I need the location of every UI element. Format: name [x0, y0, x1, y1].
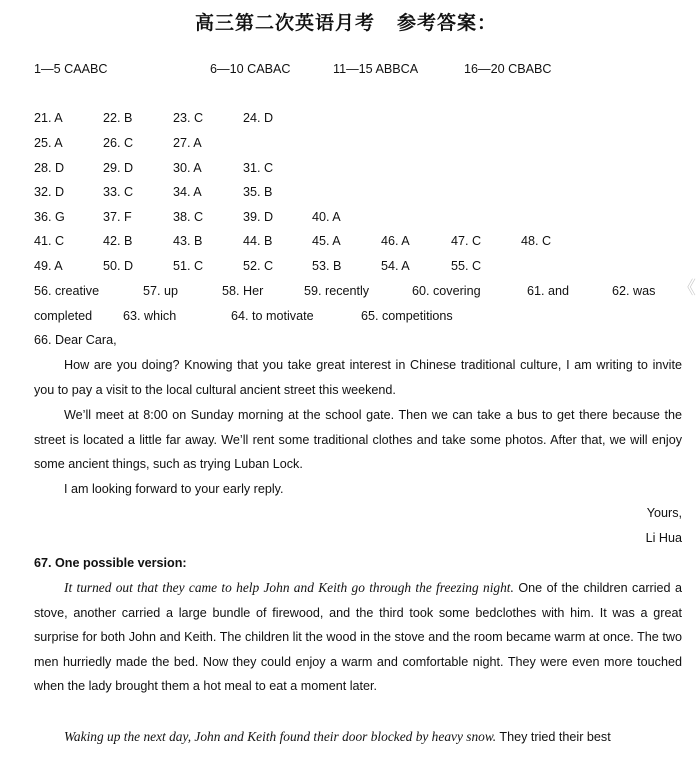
answer-item: 61. and [527, 284, 570, 298]
answer-range: 1—5 CAABC [34, 62, 108, 76]
answer-range: 11—15 ABBCA [333, 62, 419, 76]
answer-item: 55. C [451, 259, 482, 273]
title-main: 高三第二次英语月考 [194, 12, 375, 34]
answer-item: 53. B [312, 259, 342, 273]
answer-item: 63. which [123, 309, 177, 323]
answer-item: 22. B [103, 111, 133, 125]
given-sentence: Waking up the next day, John and Keith found their door blocked by heavy snow. [64, 729, 497, 744]
letter-signature: Li Hua [645, 531, 682, 545]
answer-item: 47. C [451, 234, 482, 248]
answer-item: 46. A [381, 234, 410, 248]
answer-item: 34. A [173, 185, 202, 199]
answer-item: 27. A [173, 136, 202, 150]
answer-item: 29. D [103, 161, 134, 175]
version-label: One possible version: [55, 556, 187, 570]
answer-item: 54. A [381, 259, 410, 273]
question-number: 67. [34, 556, 52, 570]
answer-item: 58. Her [222, 284, 264, 298]
answer-item: 50. D [103, 259, 134, 273]
answer-range: 16—20 CBABC [464, 62, 552, 76]
answer-item: 49. A [34, 259, 63, 273]
answer-item: 25. A [34, 136, 63, 150]
answer-item: 30. A [173, 161, 202, 175]
answer-item: 31. C [243, 161, 274, 175]
answer-range: 6—10 CABAC [210, 62, 291, 76]
answer-item: 35. B [243, 185, 273, 199]
answer-item: 26. C [103, 136, 134, 150]
answer-item: 36. G [34, 210, 65, 224]
answer-item: 28. D [34, 161, 65, 175]
answer-item: 42. B [103, 234, 133, 248]
answer-item: 52. C [243, 259, 274, 273]
answer-item: 56. creative [34, 284, 100, 298]
answer-item: 48. C [521, 234, 552, 248]
answer-item: 24. D [243, 111, 274, 125]
given-sentence: It turned out that they came to help John and Keith go through the freezing night. [64, 580, 514, 595]
answer-item: 59. recently [304, 284, 370, 298]
answer-item: 64. to motivate [231, 309, 314, 323]
answer-item: 21. A [34, 111, 63, 125]
answer-item: 57. up [143, 284, 179, 298]
title-sub: 参考答案： [397, 12, 498, 34]
answer-item: 45. A [312, 234, 341, 248]
letter-closing: Yours, [646, 506, 682, 520]
answer-item: 41. C [34, 234, 65, 248]
version-paragraph [34, 725, 682, 750]
answer-item: 33. C [103, 185, 134, 199]
answer-item: 60. covering [412, 284, 481, 298]
answer-item: completed [34, 309, 93, 323]
answer-item: 65. competitions [361, 309, 453, 323]
answer-item: 43. B [173, 234, 203, 248]
answer-item: 37. F [103, 210, 132, 224]
version-heading [34, 556, 187, 570]
version-paragraph [34, 576, 682, 699]
chevron-mark-icon: 《 [678, 278, 696, 298]
letter-paragraph: I am looking forward to your early reply. [64, 482, 284, 496]
answer-item: 44. B [243, 234, 273, 248]
letter-heading: 66. Dear Cara, [34, 333, 117, 347]
answer-item: 23. C [173, 111, 204, 125]
answer-item: 39. D [243, 210, 274, 224]
paragraph-text: They tried their best [496, 730, 611, 744]
answer-item: 62. was [612, 284, 656, 298]
answer-item: 38. C [173, 210, 204, 224]
answer-item: 40. A [312, 210, 341, 224]
answer-item: 32. D [34, 185, 65, 199]
answer-item: 51. C [173, 259, 204, 273]
letter-paragraph: How are you doing? Knowing that you take great interest in Chinese traditional culture, I am writing to invite you to pay a visit to the local cultural ancient street this weekend. [34, 358, 682, 397]
paragraph-text: One of the children carried a stove, another carried a large bundle of firewood, and the third took some bedclothes with him. It was a great surprise for both John and Keith. The children lit the wood in the stove and the room became warm at once. The two men hurriedly made the bed. Now they could enjoy a warm and comfortable night. They were even more touched when the lady brought them a hot meal to eat a moment later. [34, 581, 682, 694]
letter-paragraph: We’ll meet at 8:00 on Sunday morning at the school gate. Then we can take a bus to get there because the street is located a little far away. We’ll rent some traditional clothes and take some photos. After that, we will enjoy some ancient things, such as trying Luban Lock. [34, 408, 682, 472]
page-title [0, 8, 692, 35]
choice-answer-ranges [0, 62, 692, 80]
